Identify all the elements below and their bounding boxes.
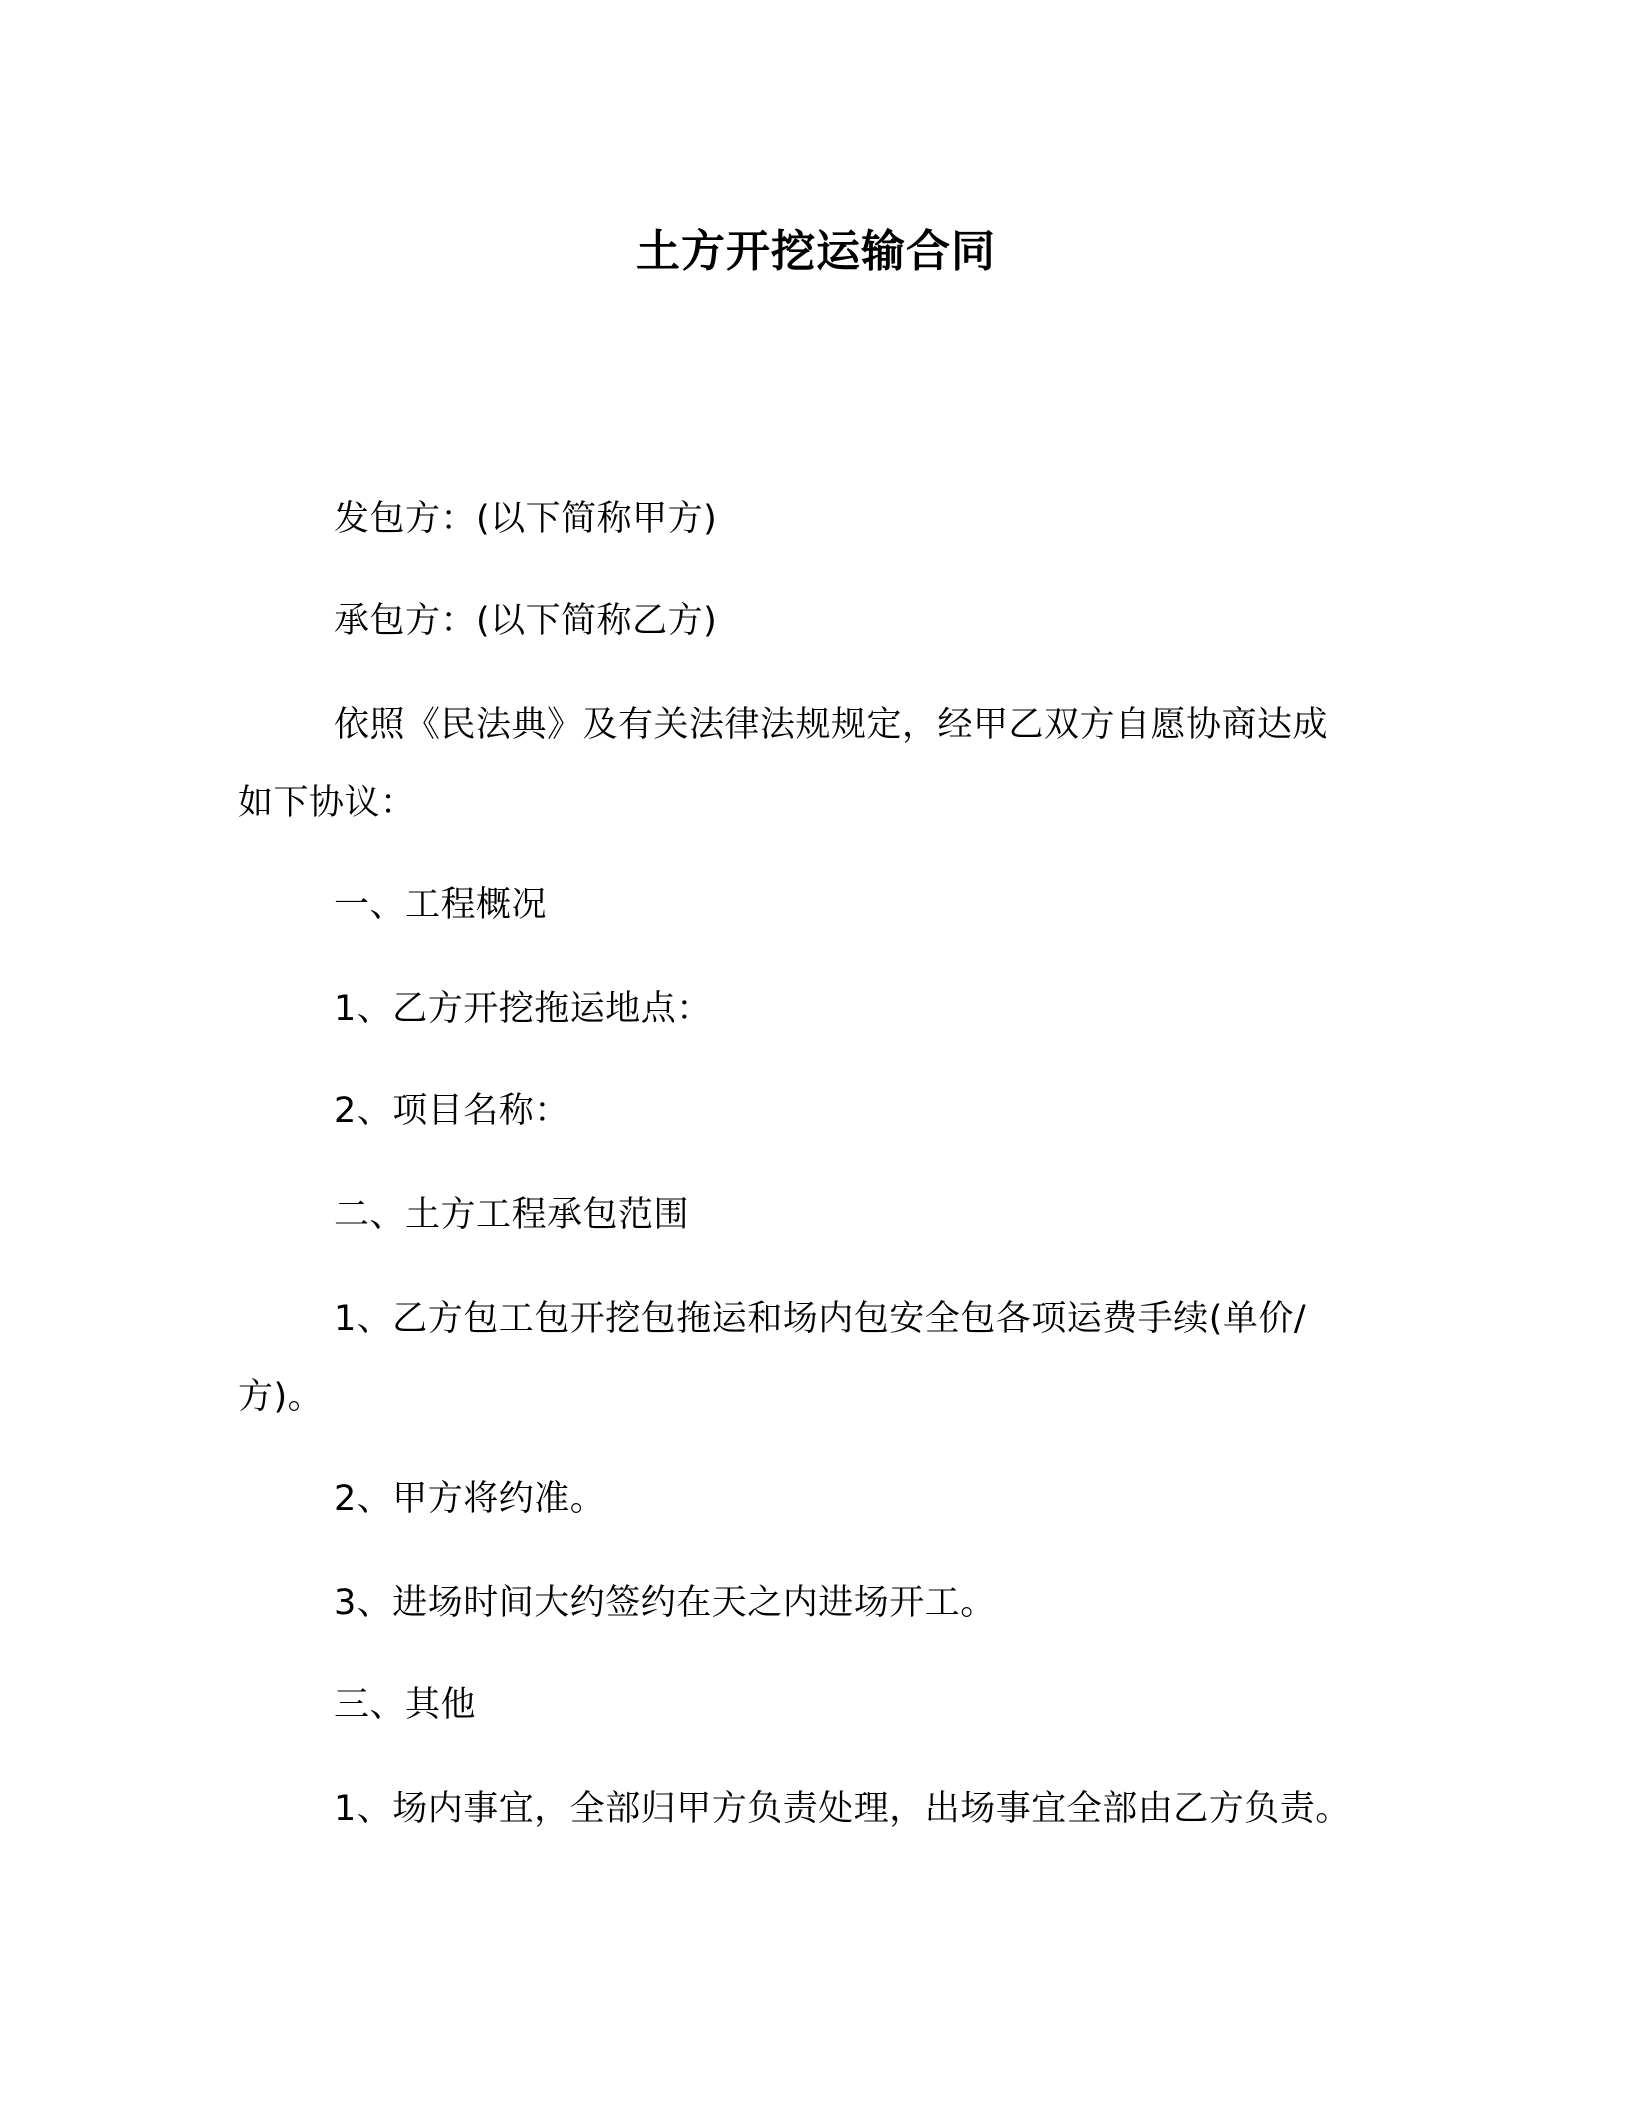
section-2-item-3: 3、进场时间大约签约在天之内进场开工。: [334, 1583, 996, 1623]
section-2-item-1-line-1: 1、乙方包工包开挖包拖运和场内包安全包各项运费手续(单价/: [334, 1299, 1307, 1339]
section-2-heading: 二、土方工程承包范围: [334, 1195, 690, 1235]
section-1-heading: 一、工程概况: [334, 885, 548, 925]
party-b-line: 承包方：(以下简称乙方): [334, 601, 718, 641]
section-1-item-1: 1、乙方开挖拖运地点：: [334, 989, 712, 1029]
preamble-line-1: 依照《民法典》及有关法律法规规定，经甲乙双方自愿协商达成: [334, 705, 1329, 745]
section-2-item-2: 2、甲方将约准。: [334, 1479, 606, 1519]
document-title: 土方开挖运输合同: [636, 226, 996, 277]
section-3-heading: 三、其他: [334, 1685, 477, 1725]
section-1-item-2: 2、项目名称：: [334, 1091, 570, 1131]
preamble-line-2: 如下协议：: [238, 783, 416, 823]
party-a-line: 发包方：(以下简称甲方): [334, 499, 718, 539]
section-2-item-1-line-2: 方)。: [238, 1377, 324, 1417]
section-3-item-1: 1、场内事宜，全部归甲方负责处理，出场事宜全部由乙方负责。: [334, 1789, 1351, 1829]
